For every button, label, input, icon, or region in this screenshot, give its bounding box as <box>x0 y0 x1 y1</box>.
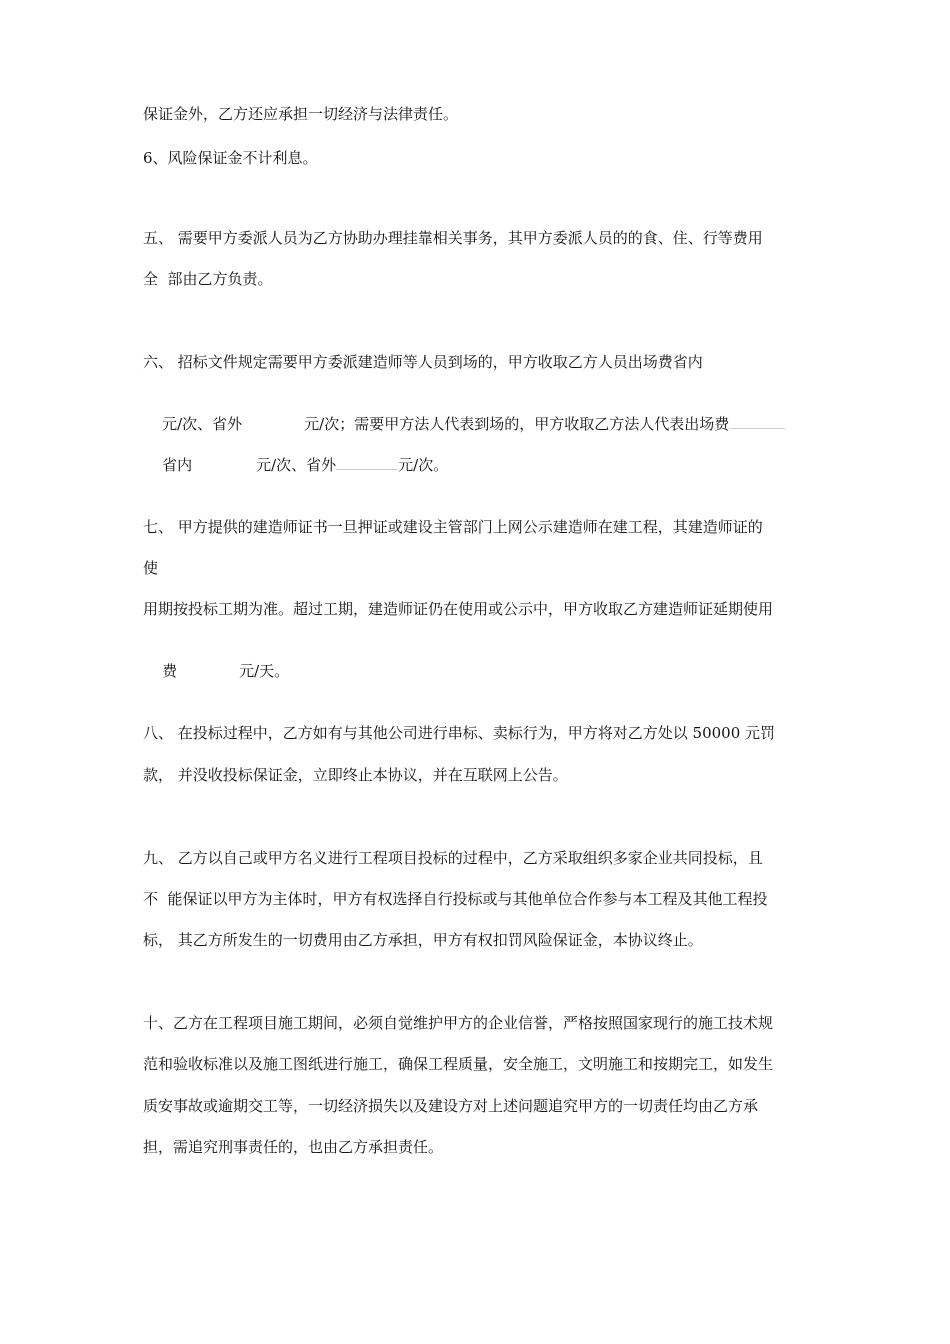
clause-7-line: 使 <box>143 559 159 577</box>
clause-5-line: 五、 需要甲方委派人员为乙方协助办理挂靠相关事务，其甲方委派人员的的食、住、行等费用 <box>143 229 763 247</box>
clause-10-line: 范和验收标准以及施工图纸进行施工，确保工程质量，安全施工，文明施工和按期完工，如发生 <box>143 1055 774 1073</box>
paragraph-line: 保证金外，乙方还应承担一切经济与法律责任。 <box>143 105 459 123</box>
fee-text: 元/次、省外 <box>162 415 243 433</box>
fee-text: 元/次；需要甲方法人代表到场的，甲方收取乙方法人代表出场费 <box>304 415 730 433</box>
clause-8-line: 八、 在投标过程中，乙方如有与其他公司进行串标、卖标行为，甲方将对乙方处以 50000 元罚 <box>143 724 776 742</box>
clause-7-line: 用期按投标工期为准。超过工期，建造师证仍在使用或公示中，甲方收取乙方建造师证延期使用 <box>143 600 774 618</box>
clause-9-line: 不 能保证以甲方为主体时，甲方有权选择自行投标或与其他单位合作参与本工程及其他工程投 <box>143 890 768 908</box>
blank-field <box>177 661 239 676</box>
fee-text: 省内 <box>162 456 193 474</box>
fee-text: 元/次、省外 <box>256 456 337 474</box>
fee-text: 费 <box>162 662 178 680</box>
blank-field <box>192 455 256 470</box>
clause-7-line: 七、 甲方提供的建造师证书一旦押证或建设主管部门上网公示建造师在建工程，其建造师证的 <box>143 518 763 536</box>
clause-6-line <box>143 435 823 495</box>
fee-text: 元/次。 <box>398 456 449 474</box>
clause-8-line: 款， 并没收投标保证金，立即终止本协议，并在互联网上公告。 <box>143 766 568 784</box>
clause-5-line: 全 部由乙方负责。 <box>143 270 273 288</box>
blank-field <box>729 414 785 429</box>
blank-field <box>336 455 398 470</box>
clause-9-line: 九、 乙方以自己或甲方名义进行工程项目投标的过程中，乙方采取组织多家企业共同投标，且 <box>143 849 763 867</box>
blank-field <box>242 414 304 429</box>
clause-10-line: 质安事故或逾期交工等，一切经济损失以及建设方对上述问题追究甲方的一切责任均由乙方承 <box>143 1097 759 1115</box>
clause-10-line: 担，需追究刑事责任的，也由乙方承担责任。 <box>143 1138 444 1156</box>
clause-6-line: 六、 招标文件规定需要甲方委派建造师等人员到场的，甲方收取乙方人员出场费省内 <box>143 353 703 371</box>
clause-10-line: 十、乙方在工程项目施工期间，必须自觉维护甲方的企业信誉，严格按照国家现行的施工技术规 <box>143 1014 774 1032</box>
clause-7-line <box>143 641 823 701</box>
fee-text: 元/天。 <box>239 662 290 680</box>
paragraph-line: 6、风险保证金不计利息。 <box>143 149 318 167</box>
clause-9-line: 标， 其乙方所发生的一切费用由乙方承担，甲方有权扣罚风险保证金，本协议终止。 <box>143 931 703 949</box>
